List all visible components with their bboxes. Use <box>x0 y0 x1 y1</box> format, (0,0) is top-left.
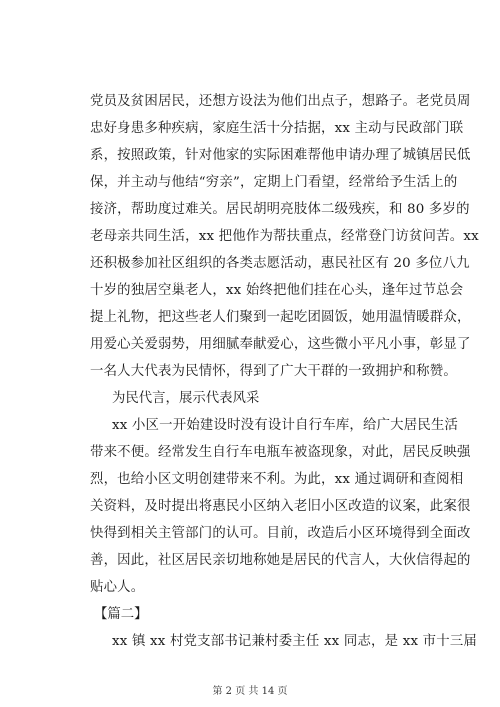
paragraph-line: 关资料，及时提出将惠民小区纳入老旧小区改造的议案，此案很 <box>90 499 471 514</box>
paragraph-1 <box>90 88 479 385</box>
paragraph-line: 一名人大代表为民情怀，得到了广大干群的一致拥护和称赞。 <box>90 364 457 379</box>
paragraph-line: 带来不便。经常发生自行车电瓶车被盗现象，对此，居民反映强 <box>90 445 471 460</box>
paragraph-line: 保，并主动与他结“穷亲”，定期上门看望，经常给予生活上的 <box>90 175 458 190</box>
paragraph-line: 还积极参加社区组织的各类志愿活动，惠民社区有 20 多位八九 <box>90 256 470 271</box>
paragraph-line: xx 镇 xx 村党支部书记兼村委主任 xx 同志，是 xx 市十三届 <box>112 634 478 649</box>
paragraph-line: 忠好身患多种疾病，家庭生活十分拮据，xx 主动与民政部门联 <box>90 121 464 136</box>
document-body <box>90 88 479 655</box>
page-footer: 第 2 页 共 14 页 <box>212 686 288 697</box>
paragraph-line: xx 小区一开始建设时没有设计自行车库，给广大居民生活 <box>112 418 459 433</box>
paragraph-line: 老母亲共同生活，xx 把他作为帮扶重点，经常登门访贫问苦。xx <box>90 229 479 244</box>
paragraph-3 <box>90 628 478 655</box>
paragraph-line: 党员及贫困居民，还想方设法为他们出点子，想路子。老党员周 <box>90 94 471 109</box>
paragraph-2 <box>90 412 471 601</box>
paragraph-line: 用爱心关爱弱势，用细腻奉献爱心，这些微小平凡小事，彰显了 <box>90 337 471 352</box>
paragraph-line: 十岁的独居空巢老人，xx 始终把他们挂在心头，逢年过节总会 <box>90 283 464 298</box>
paragraph-line: 提上礼物，把这些老人们聚到一起吃团圆饭，她用温情暖群众， <box>90 310 471 325</box>
paragraph-line: 系，按照政策，针对他家的实际困难帮他申请办理了城镇居民低 <box>90 148 471 163</box>
paragraph-line: 烈，也给小区文明创建带来不利。为此，xx 通过调研和查阅相 <box>90 472 464 487</box>
paragraph-line: 接济，帮助度过难关。居民胡明亮肢体二级残疾，和 80 多岁的 <box>90 202 470 217</box>
section-tag: 【篇二】 <box>94 607 148 622</box>
paragraph-line: 善，因此，社区居民亲切地称她是居民的代言人，大伙信得起的 <box>90 553 471 568</box>
paragraph-line: 快得到相关主管部门的认可。目前，改造后小区环境得到全面改 <box>90 526 471 541</box>
section-heading: 为民代言，展示代表风采 <box>112 391 260 406</box>
paragraph-line: 贴心人。 <box>90 580 145 595</box>
